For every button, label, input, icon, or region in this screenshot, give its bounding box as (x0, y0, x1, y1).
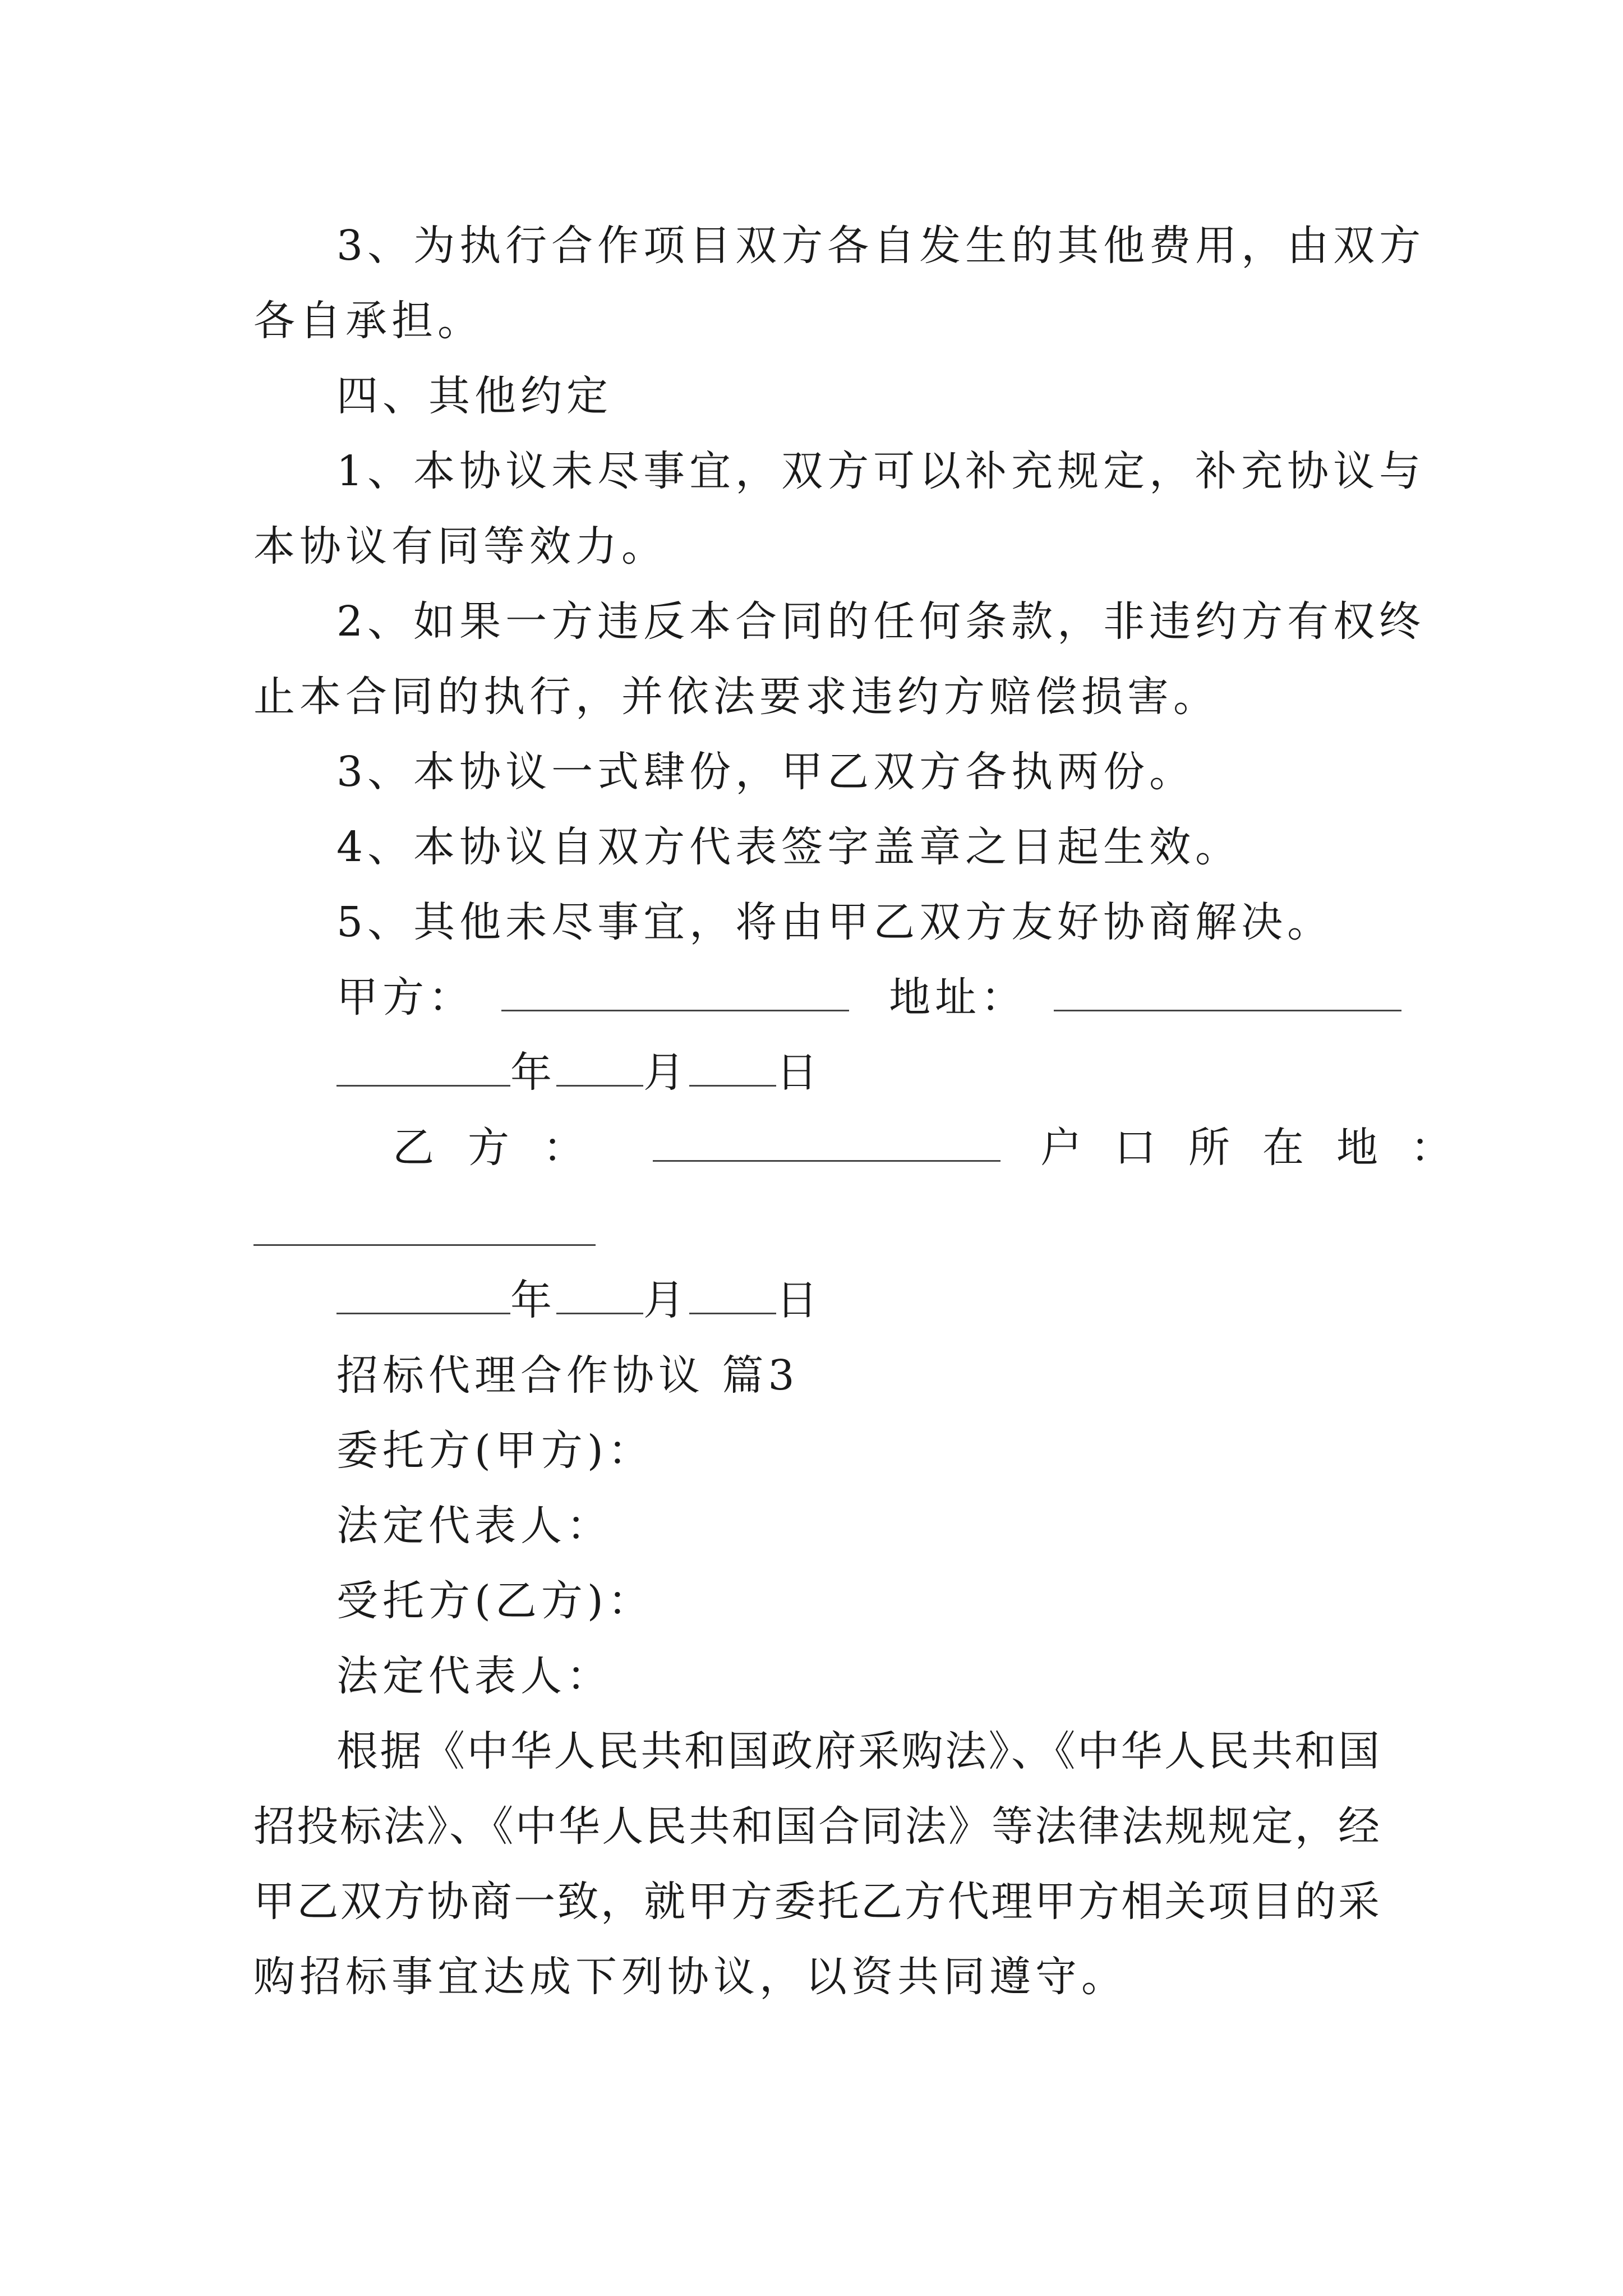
clause-3-costs-line1: 3、为执行合作项目双方各自发生的其他费用，由双方 (336, 222, 1426, 270)
party-a-name-blank[interactable] (501, 970, 849, 1011)
section-4-heading: 四、其他约定 (336, 372, 612, 420)
party-b-day-blank[interactable] (689, 1273, 776, 1314)
party-b-date-row (336, 1272, 1381, 1328)
party-a-day-blank[interactable] (689, 1046, 776, 1087)
party-a-year-blank[interactable] (336, 1046, 510, 1087)
section-3-title: 招标代理合作协议 篇3 (336, 1351, 799, 1400)
clause-1-line1: 1、本协议未尽事宜，双方可以补充规定，补充协议与 (336, 447, 1426, 495)
client-party-line: 委托方(甲方)： (336, 1427, 654, 1475)
preamble-line4: 购招标事宜达成下列协议，以资共同遵守。 (253, 1953, 1127, 2001)
party-a-address-blank[interactable] (1054, 970, 1401, 1011)
party-a-signature-row (336, 969, 1381, 1025)
party-b-day-label: 日 (776, 1276, 822, 1324)
party-a-label: 甲方： (336, 973, 474, 1022)
agent-party-line: 受托方(乙方)： (336, 1577, 654, 1625)
party-a-date-row (336, 1045, 1381, 1101)
preamble-line3: 甲乙双方协商一致，就甲方委托乙方代理甲方相关项目的采 (253, 1878, 1381, 1926)
party-b-signature-row (393, 1120, 1485, 1176)
party-b-residence-blank[interactable] (253, 1244, 596, 1246)
clause-4-effective: 4、本协议自双方代表签字盖章之日起生效。 (336, 823, 1242, 871)
agent-legal-rep-line: 法定代表人： (336, 1652, 612, 1700)
party-b-label: 乙方： (393, 1124, 618, 1172)
party-a-month-label: 月 (643, 1048, 689, 1097)
party-a-day-label: 日 (776, 1048, 822, 1097)
clause-3-costs-line2: 各自承担。 (253, 297, 483, 345)
preamble-line2: 招投标法》、《中华人民共和国合同法》等法律法规规定，经 (253, 1802, 1381, 1851)
clause-3-copies: 3、本协议一式肆份，甲乙双方各执两份。 (336, 748, 1196, 796)
party-b-month-label: 月 (643, 1276, 689, 1324)
preamble-line1: 根据《中华人民共和国政府采购法》、《中华人民共和国 (336, 1727, 1381, 1775)
party-b-month-blank[interactable] (556, 1273, 643, 1314)
clause-5-other: 5、其他未尽事宜，将由甲乙双方友好协商解决。 (336, 898, 1334, 946)
party-a-address-label: 地址： (889, 973, 1027, 1022)
clause-2-line2: 止本合同的执行，并依法要求违约方赔偿损害。 (253, 673, 1219, 721)
party-b-year-label: 年 (510, 1276, 556, 1324)
party-a-year-label: 年 (510, 1048, 556, 1097)
party-a-month-blank[interactable] (556, 1046, 643, 1087)
party-b-name-blank[interactable] (653, 1121, 1000, 1162)
party-b-residence-label: 户口所在地： (1040, 1124, 1485, 1172)
party-b-year-blank[interactable] (336, 1273, 510, 1314)
client-legal-rep-line: 法定代表人： (336, 1502, 612, 1550)
clause-1-line2: 本协议有同等效力。 (253, 522, 667, 570)
clause-2-line1: 2、如果一方违反本合同的任何条款，非违约方有权终 (336, 597, 1426, 646)
